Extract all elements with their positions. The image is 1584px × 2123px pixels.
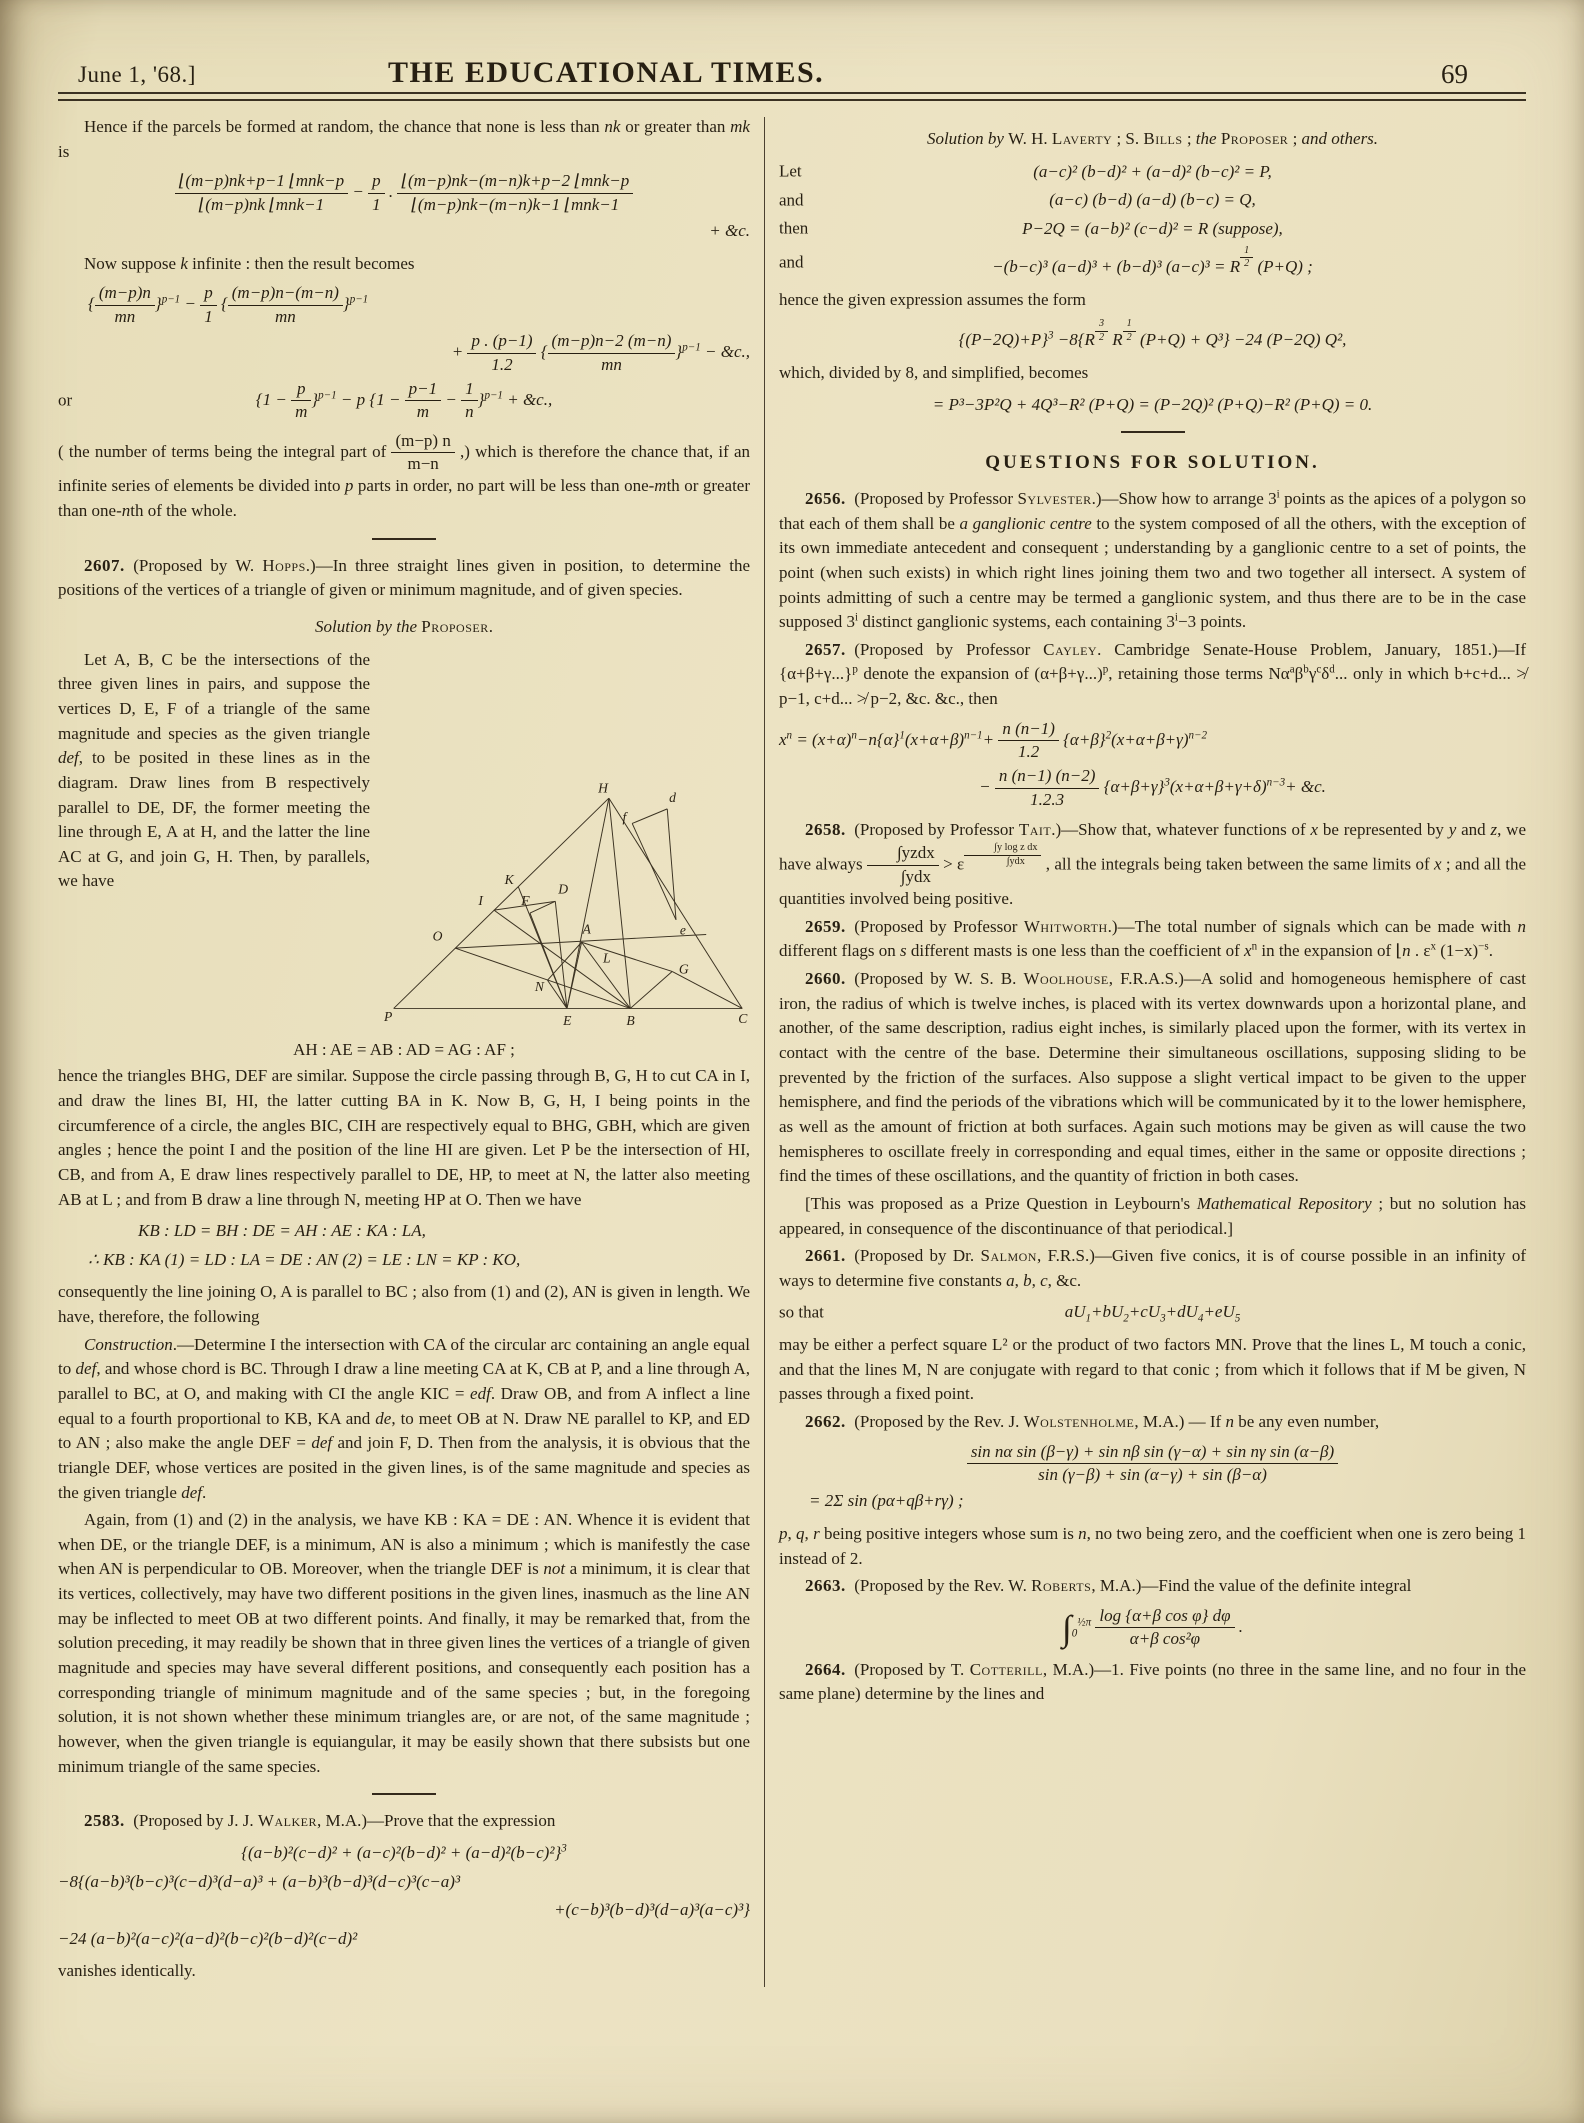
equation-body: = P³−3P²Q + 4Q³−R² (P+Q) = (P−2Q)² (P+Q)−R² (P+Q) = 0.	[932, 394, 1373, 414]
diagram-point-label: H	[598, 779, 608, 795]
eq-block	[779, 719, 1526, 811]
equation-body: −8{(a−b)³(b−c)³(c−d)³(d−a)³ + (a−b)³(b−d)³(d−c)³(c−a)³	[58, 1871, 461, 1891]
diagram-point-label: d	[669, 789, 677, 805]
equation-line	[779, 217, 1526, 242]
equation-body: −(b−c)³ (a−d)³ + (b−d)³ (a−c)³ = R $\frac{1}{2}$ (P+Q) ;	[992, 244, 1313, 276]
equation-body: = 2Σ sin (pα+qβ+rγ) ;	[809, 1491, 964, 1511]
diagram-point-label: F	[521, 892, 530, 908]
para-block: p, q, r being positive integers whose sum is n, no two being zero, and the coefficient when one is zero being 1 instead of 2.	[779, 1524, 1527, 1568]
right-column	[779, 115, 1526, 1987]
equation-body: + $\frac{p . (p-1)}{1.2}$ { $\frac{(m-p)n-2 (m-n)}{mn}$ }$^{p-1}$ − &c.,	[451, 331, 750, 374]
diagram-point-label: e	[679, 922, 686, 938]
diagram-point-label: G	[678, 961, 689, 977]
equation-line	[58, 171, 750, 215]
equation-line	[58, 283, 750, 327]
solhead-block: Solution by the Proposer.	[315, 617, 493, 637]
equation-body: + &c.	[709, 221, 750, 241]
equation-label: or	[58, 390, 73, 410]
rule-block	[372, 538, 436, 540]
para-block: ( the number of terms being the integral part of $\frac{(m-p) n}{m-n}$ ,) which is therefore the chance that, if an infinite series of elements be divided into p parts in order, no part will be less than one-mth or greater than one-nth of the whole.	[58, 430, 751, 521]
problem-number: 2583.	[84, 1811, 125, 1831]
para-block: which, divided by 8, and simplified, becomes	[779, 363, 1089, 383]
diagram-line	[672, 971, 742, 1008]
diagram-line	[582, 942, 673, 971]
equation-body: $\{(P-2Q)+P\}^3 -8\{R$ $\frac{3}{2}$ R $\frac{1}{2}$ (P+Q) + Q³} −24 (P−2Q) Q²,	[958, 318, 1347, 350]
equation-line	[779, 188, 1526, 213]
problem-number: 2661.	[805, 1246, 846, 1266]
eq-block	[779, 1442, 1526, 1514]
equation-body: $x^n = (x+\alpha)^n-n\{\alpha\}^1(x+\alpha+\beta)^{n-1}+$ $\frac{n (n-1)}{1.2}$ $\{\alpha+\beta\}^2(x+\alpha+\beta+\gamma)^{n-2}$	[779, 718, 1208, 762]
eq-block	[779, 319, 1526, 353]
equation-body: (a−c) (b−d) (a−d) (b−c) = Q,	[1049, 190, 1256, 210]
problem-number: 2658.	[805, 820, 846, 840]
equation-label: and	[779, 252, 804, 272]
problem-2607: 2607. (Proposed by W. Hopps.)—In three straight lines given in position, to determine the positions of the vertices of a triangle of given or minimum magnitude, and of given species.	[58, 555, 750, 600]
problem-2661: 2661. (Proposed by Dr. Salmon, F.R.S.)—Given five conics, it is of course possible in an infinity of ways to determine five constants a, b, c, &c.	[779, 1246, 1526, 1290]
problem-number: 2657.	[805, 639, 846, 659]
para-block: Again, from (1) and (2) in the analysis, we have KB : KA = DE : AN. Whence it is evident that when DE, or the triangle DEF, is a minimum, AN is also a minimum ; which is manifestly the case when AN is perpendicular to OB. Moreover, when the triangle DEF is not a minimum, it is clear that its vertices, collectively, may have two different positions in the given lines, inasmuch as the line AN may be inflected to meet OB at two different points. And finally, it may be remarked that, from the solution preceding, it may readily be shown that in three given lines the vertices of a triangle of given magnitude and species may have several different positions, and consequently each position has a corresponding triangle of minimum magnitude and of the same species ; but, in the foregoing solution, it is not shown whether these minimum triangles are, or are not, of the same magnitude ; however, when the given triangle is equiangular, it may be easily shown that there subsists but one minimum triangle of the same species.	[58, 1510, 750, 1776]
eq-block	[779, 160, 1526, 280]
problem-2658: 2658. (Proposed by Professor Tait.)—Show that, whatever functions of x be represented by y and z, we have always $\frac{\text{∫yzdx}}{\text{∫ydx}}$ > ε $\frac{\text{∫y log z dx}}{\text{∫ydx}}$ , all the integrals being taken between the same limits of x ; and all the quantities involved being positive.	[779, 820, 1527, 909]
problem-number: 2659.	[805, 916, 846, 936]
problem-number: 2663.	[805, 1576, 846, 1596]
equation-line	[58, 1841, 750, 1866]
para-block: consequently the line joining O, A is parallel to BC ; also from (1) and (2), AN is given in length. We have, therefore, the following	[58, 1282, 750, 1327]
center-block: AH : AE = AB : AD = AG : AF ;	[293, 1039, 515, 1059]
equation-body: {1 − $\frac{p}{m}$ }$^{p-1}$ − p {1 − $\frac{p-1}{m}$ − $\frac{1}{n}$ }$^{p-1}$ + &c.,	[255, 378, 553, 422]
problem-number: 2660.	[805, 969, 846, 989]
solhead-block: Solution by W. H. Laverty ; S. Bills ; the Proposer ; and others.	[926, 129, 1379, 148]
equation-label: and	[779, 190, 804, 210]
eq-block	[779, 393, 1526, 418]
questions-for-solution-heading: QUESTIONS FOR SOLUTION.	[985, 452, 1320, 474]
diagram-point-label: A	[582, 921, 591, 937]
figure-adjacent-paragraph: Let A, B, C be the intersections of the three given lines in pairs, and suppose the vertices D, E, F of a triangle of the same magnitude and species as the given triangle def, to be posited in these lines as in the diagram. Draw lines from B respectively parallel to DE, DF, the former meeting the line through E, A at H, and the latter the line AC at G, and join G, H. Then, by parallels, we have	[58, 649, 370, 891]
equation-body: { $\frac{(m-p)n}{mn}$ }$^{p-1}$ − $\frac{p}{1}$ { $\frac{(m-p)n-(m-n)}{mn}$ }$^{p-1}$	[88, 283, 369, 326]
para-block: hence the triangles BHG, DEF are similar. Suppose the circle passing through B, G, H to cut CA in I, and draw the lines BI, HI, the latter cutting BA in K. Now B, G, H, I being points in the circumference of a circle, the angles BIC, CIH are respectively equal to BHG, GBH, which are given angles ; hence the point I and the position of the line HI are given. Let P be the intersection of HI, CB, and from A, E draw lines respectively parallel to DE, HP, to meet at N, the latter also meeting AB at L ; and from B draw a line through N, meeting HP at O. Then we have	[58, 1066, 750, 1209]
equation-line	[58, 1219, 750, 1244]
column-divider-rule	[764, 117, 765, 1987]
diagram-point-label: D	[558, 881, 569, 897]
diagram-line	[630, 971, 672, 1008]
diagram-line	[632, 809, 667, 824]
eq-block	[779, 1606, 1526, 1650]
equation-label: so that	[779, 1302, 824, 1322]
equation-body: KB : LD = BH : DE = AH : AE : KA : LA,	[138, 1221, 426, 1241]
diagram-point-label: N	[534, 978, 544, 994]
problem-2656: 2656. (Proposed by Professor Sylvester.)—Show how to arrange 3$^i$ points as the apices of a polygon so that each of them shall be a ganglionic centre to the system composed of all the others, with the exception of its own immediate antecedent and consequent ; understanding by a ganglionic centre to a set of points, the point (when such exists) in which right lines joining them two and two together all intersect. A system of points admitting of such a centre may be termed a ganglionic system, and thus there are to be in the case supposed 3$^i$ distinct ganglionic systems, each containing $3^i-3$ points.	[779, 488, 1527, 632]
diagram-line	[394, 798, 609, 1008]
equation-line	[779, 766, 1526, 810]
equation-line	[779, 319, 1526, 353]
equation-body: ∴ KB : KA (1) = LD : LA = DE : AN (2) = LE : LN = KP : KO,	[88, 1249, 521, 1269]
equation-line	[58, 1927, 750, 1952]
para-block: Construction.—Determine I the intersection with CA of the circular arc containing an angle equal to def, and whose chord is BC. Through I draw a line meeting CA at K, CB at P, and a line through A, parallel to BC, at O, and making with CI the angle KIC = edf. Draw OB, and from A inflect a line equal to a fourth proportional to KB, KA and de, to meet OB at N. Draw NE parallel to KP, and ED to AN ; also make the angle DEF = def and join F, D. Then from the analysis, it is obvious that the triangle DEF, whose vertices are posited in the given lines, is of the same magnitude and species as the given triangle def.	[58, 1334, 751, 1502]
problem-2657: 2657. (Proposed by Professor Cayley. Cambridge Senate-House Problem, January, 1851.)—If $\{\alpha+\beta+\gamma...\}^p$ denote the expansion of $(\alpha+\beta+\gamma...)^p$, retaining those terms $N\alpha^a\beta^b\gamma^c\delta^d$... only in which b+c+d... ≯ p−1, c+d... ≯ p−2, &c. &c., then	[779, 639, 1526, 709]
diagram-line	[609, 798, 742, 1008]
problem-number: 2607.	[84, 555, 125, 575]
problem-number: 2662.	[805, 1412, 846, 1432]
diagram-point-label: L	[602, 950, 611, 966]
equation-line	[779, 1300, 1526, 1325]
equation-label: Let	[779, 161, 802, 181]
diagram-point-label: C	[738, 1010, 748, 1026]
journal-title: THE EDUCATIONAL TIMES.	[388, 56, 825, 89]
problem-2663: 2663. (Proposed by the Rev. W. Roberts, M.A.)—Find the value of the definite integral	[805, 1576, 1412, 1596]
diagram-point-label: P	[383, 1008, 393, 1024]
diagram-line	[609, 798, 630, 1008]
rule-block	[372, 1793, 436, 1795]
diagram-point-label: B	[626, 1012, 635, 1028]
page-header	[58, 40, 1526, 92]
equation-line	[779, 1442, 1526, 1486]
problem-2659: 2659. (Proposed by Professor Whitworth.)—The total number of signals which can be made with n different flags on s different masts is one less than the coefficient of $x^n$ in the expansion of ⌊n . $\varepsilon^x$ $(1-x)^{-s}$.	[779, 916, 1527, 961]
equation-line	[779, 393, 1526, 418]
equation-body: +(c−b)³(b−d)³(d−a)³(a−c)³}	[554, 1900, 750, 1920]
eq-block	[58, 283, 750, 422]
eq-block	[58, 171, 750, 243]
problem-number: 2664.	[805, 1659, 846, 1679]
diagram-line	[567, 942, 582, 1008]
geometry-diagram	[382, 650, 750, 1032]
para-block: may be either a perfect square L² or the product of two factors MN. Prove that the lines L, M touch a conic, and that the lines M, N are conjugate with regard to that conic ; from which it follows that if M be given, N passes through a fixed point.	[779, 1335, 1526, 1404]
equation-line	[58, 379, 750, 423]
diagram-point-label: I	[478, 892, 483, 908]
diagram-point-label: O	[432, 927, 443, 943]
two-column-body	[58, 115, 1526, 1987]
equation-body: − $\frac{n (n-1) (n-2)}{1.2.3}$ $\{\alpha+\beta+\gamma\}^3(x+\alpha+\beta+\gamma+\delta)^{n-3}+$ &c.	[979, 766, 1326, 809]
equation-body: $\frac{\text{⌊(m−p)nk+p−1 ⌊mnk−p}}{\text{⌊(m−p)nk ⌊mnk−1}}$ − $\frac{p}{1}$ . $\frac{\text{⌊(m−p)nk−(m−n)k+p−2 ⌊mnk−p}}{\text{⌊(m−p)nk−(m−n)k−1 ⌊mnk−1}}$	[175, 182, 634, 201]
equation-body: $aU_1+bU_2+cU_3+dU_4+eU_5$	[1064, 1302, 1241, 1325]
equation-line	[779, 246, 1526, 280]
equation-line	[58, 219, 750, 244]
page-number: 69	[1441, 59, 1468, 89]
diagram-point-label: K	[504, 871, 514, 887]
equation-body: (a−c)² (b−d)² + (a−d)² (b−c)² = P,	[1033, 161, 1272, 181]
para-block: vanishes identically.	[58, 1961, 196, 1981]
problem-2662: 2662. (Proposed by the Rev. J. Wolstenholme, M.A.) — If n be any even number,	[805, 1412, 1380, 1432]
diagram-point-label: E	[563, 1012, 572, 1028]
problem-2583: 2583. (Proposed by J. J. Walker, M.A.)—Prove that the expression	[84, 1811, 556, 1831]
header-double-rule	[58, 92, 1526, 101]
equation-body: $\{(a-b)^2(c-d)^2 + (a-c)^2(b-d)^2 + (a-d)^2(b-c)^2\}^3$	[241, 1842, 567, 1862]
left-column	[58, 115, 750, 1987]
equation-label: then	[779, 218, 809, 238]
figpara-block	[58, 648, 750, 1036]
equation-body: P−2Q = (a−b)² (c−d)² = R (suppose),	[1022, 218, 1283, 238]
issue-date: June 1, '68.]	[78, 62, 196, 87]
problem-number: 2656.	[805, 488, 846, 508]
equation-line	[779, 1489, 1526, 1514]
rule-block	[1121, 431, 1185, 433]
diagram-line	[567, 798, 609, 1008]
para-block: Now suppose k infinite : then the result becomes	[84, 253, 415, 273]
problem-2660: 2660. (Proposed by W. S. B. Woolhouse, F.R.A.S.)—A solid and homogeneous hemisphere of cast iron, the radius of which is twelve inches, is placed with its vertex downwards upon a horizontal plane, and another, of the same description, radius eight inches, is similarly placed upon the former, with its vertex in contact with the centre of the base. Determine their simultaneous oscillations, supposing sliding to be prevented by the friction of the surfaces. Also suppose a slight vertical impact to be given to the upper hemisphere, and find the periods of the vibrations which will be communicated by it to the lower hemisphere, as well as the amount of friction at both surfaces. Again such motions may be given as will cause the two hemispheres to oscillate freely in corresponding and equal times, either in the same or opposite directions ; find the times of these oscillations, and the quantity of friction in both cases.	[779, 969, 1526, 1186]
equation-body: −24 (a−b)²(a−c)²(a−d)²(b−c)²(b−d)²(c−d)²	[58, 1928, 358, 1948]
eq-block	[58, 1841, 750, 1952]
para-block: hence the given expression assumes the form	[779, 289, 1086, 309]
equation-body: $\frac{\text{sin nα sin (β−γ) + sin nβ sin (γ−α) + sin nγ sin (α−β)}}{\sin (\gamma-\beta) + \sin (\alpha-\gamma) + \sin (\beta-\alpha)}$	[967, 1452, 1338, 1471]
eq-block	[779, 1300, 1526, 1325]
para-block: Hence if the parcels be formed at random, the chance that none is less than nk or greater than mk is	[58, 117, 750, 161]
equation-line	[58, 1248, 750, 1273]
diagram-point-label: f	[622, 809, 627, 825]
equation-body: $\int_0^{\frac{1}{2}\pi}$ $\frac{\text{log \{α+β cos φ\} dφ}}{\text{α+β cos²φ}}$ .	[1061, 1606, 1244, 1649]
equation-line	[779, 160, 1526, 185]
problem-2664: 2664. (Proposed by T. Cotterill, M.A.)—1. Five points (no three in the same line, and no four in the same plane) determine by the lines and	[779, 1659, 1526, 1704]
para-block: [This was proposed as a Prize Question in Leybourn's Mathematical Repository ; but no solution has appeared, in consequence of the discontinuance of that periodical.]	[779, 1193, 1526, 1238]
equation-line	[779, 719, 1526, 763]
eq-block	[58, 1219, 750, 1272]
equation-line	[58, 1870, 750, 1895]
equation-line	[58, 1898, 750, 1923]
equation-line	[779, 1606, 1526, 1650]
equation-line	[58, 331, 750, 375]
